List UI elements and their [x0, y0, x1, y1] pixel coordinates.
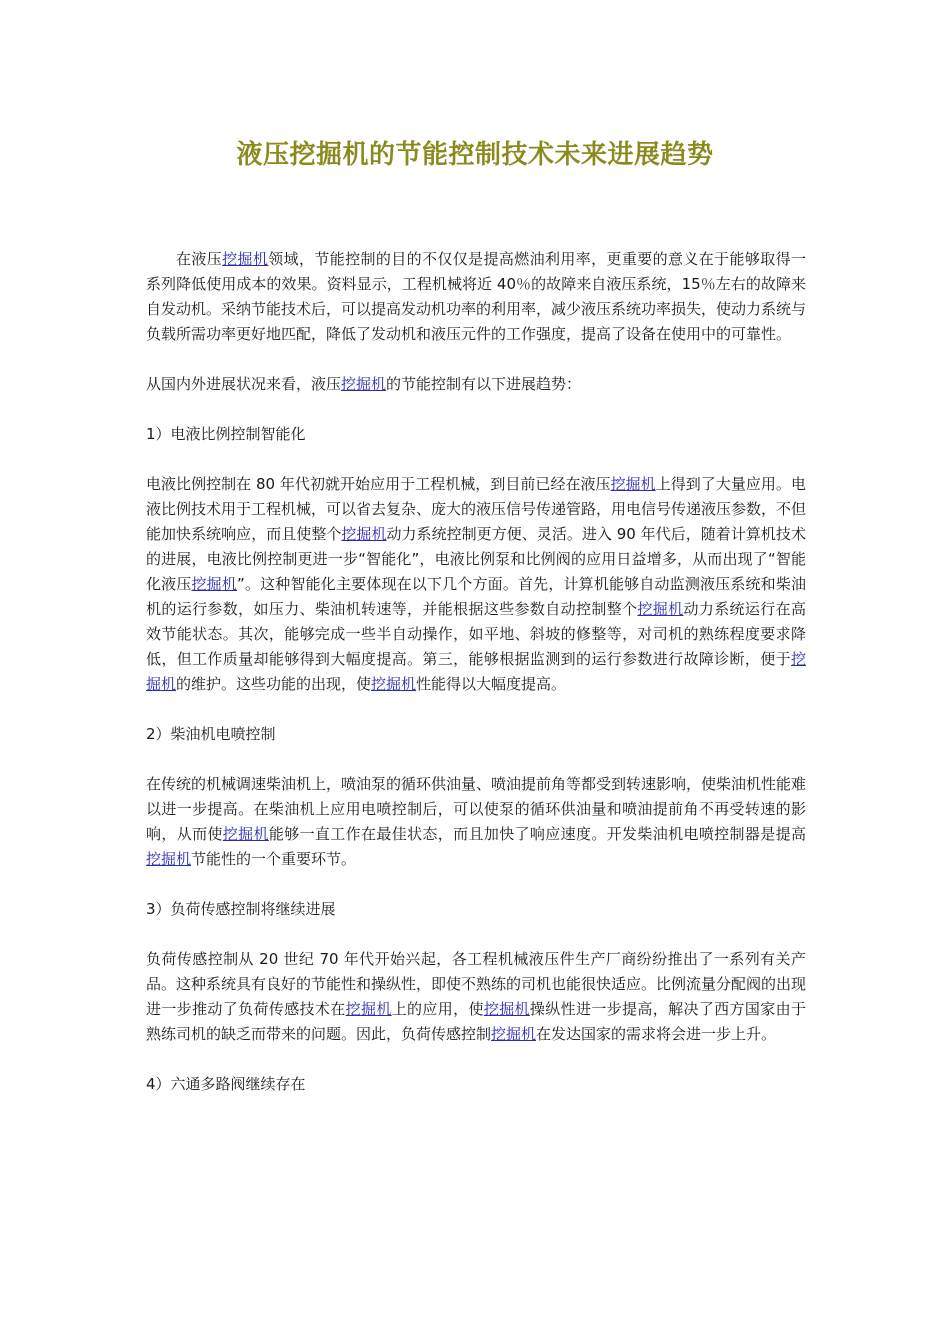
- body-paragraph: [146, 947, 806, 1047]
- text-segment: ”。这种智能化主要体现在以下几个方面。首先，计算机能够自动监测液压系统和柴油机的运行参数，如压力、柴油机转速等，并能根据这些参数自动控制整个: [146, 575, 806, 618]
- text-segment: 的维护。这些功能的出现，使: [176, 675, 372, 693]
- text-segment: 3）负荷传感控制将继续进展: [146, 900, 336, 918]
- keyword-link-excavator[interactable]: 挖掘机: [371, 675, 417, 693]
- text-segment: 在液压: [176, 250, 223, 268]
- keyword-link-excavator[interactable]: 挖掘机: [637, 600, 684, 618]
- body-paragraph: [146, 772, 806, 872]
- section-heading: [146, 897, 806, 922]
- text-segment: 1）电液比例控制智能化: [146, 425, 306, 443]
- text-segment: 从国内外进展状况来看，液压: [146, 375, 342, 393]
- text-segment: 节能性的一个重要环节。: [191, 850, 357, 868]
- keyword-link-excavator[interactable]: 挖掘机: [222, 825, 269, 843]
- text-segment: 4）六通多路阀继续存在: [146, 1075, 306, 1093]
- text-segment: 上的应用，使: [391, 1000, 484, 1018]
- body-paragraph: [146, 472, 806, 697]
- text-segment: 动力系统运行在高效节能状态。其次，能够完成一些半自动操作，如平地、斜坡的修整等，对司机的熟练程度要求降低，但工作质量却能够得到大幅度提高。第三，能够根据监测到的运行参数进行故障诊断，便于: [146, 600, 806, 668]
- section-heading: [146, 1072, 806, 1097]
- keyword-link-excavator[interactable]: 挖掘机: [345, 1000, 392, 1018]
- text-segment: 性能得以大幅度提高。: [416, 675, 567, 693]
- keyword-link-excavator[interactable]: 挖掘机: [341, 525, 387, 543]
- keyword-link-excavator[interactable]: 挖掘机: [146, 650, 806, 693]
- body-paragraph: [146, 372, 806, 397]
- text-segment: 上得到了大量应用。电液比例技术用于工程机械，可以省去复杂、庞大的液压信号传递管路，用电信号传递液压参数，不但能加快系统响应，而且使整个: [146, 475, 807, 543]
- page-title: 液压挖掘机的节能控制技术未来进展趋势: [236, 140, 714, 170]
- text-segment: 电液比例控制在 80 年代初就开始应用于工程机械，到目前已经在液压: [146, 475, 611, 493]
- keyword-link-excavator[interactable]: 挖掘机: [483, 1000, 530, 1018]
- text-segment: 动力系统控制更方便、灵活。进入 90 年代后，随着计算机技术的进展，电液比例控制更进一步“智能化”，电液比例泵和比例阀的应用日益增多，从而出现了“智能化液压: [146, 525, 806, 593]
- document-body: [146, 247, 806, 1122]
- keyword-link-excavator[interactable]: 挖掘机: [222, 250, 269, 268]
- text-segment: 能够一直工作在最佳状态，而且加快了响应速度。开发柴油机电喷控制器是提高: [268, 825, 806, 843]
- text-segment: 在发达国家的需求将会进一步上升。: [536, 1025, 777, 1043]
- text-segment: 2）柴油机电喷控制: [146, 725, 276, 743]
- keyword-link-excavator[interactable]: 挖掘机: [146, 850, 192, 868]
- keyword-link-excavator[interactable]: 挖掘机: [191, 575, 238, 593]
- keyword-link-excavator[interactable]: 挖掘机: [491, 1025, 537, 1043]
- text-segment: 负荷传感控制从 20 世纪 70 年代开始兴起，各工程机械液压件生产厂商纷纷推出了一系列有关产品。这种系统具有良好的节能性和操纵性，即使不熟练的司机也能很快适应。比例流量分配阀的出现进一步推动了负荷传感技术在: [146, 950, 807, 1018]
- text-segment: 的节能控制有以下进展趋势：: [386, 375, 582, 393]
- text-segment: 领域，节能控制的目的不仅仅是提高燃油利用率，更重要的意义在于能够取得一系列降低使用成本的效果。资料显示，工程机械将近 40％的故障来自液压系统，15％左右的故障来自发动机。采纳节能技术后，可以提高发动机功率的利用率，减少液压系统功率损失，使动力系统与负载所需功率更好地匹配，降低了发动机和液压元件的工作强度，提高了设备在使用中的可靠性。: [146, 250, 807, 343]
- section-heading: [146, 722, 806, 747]
- keyword-link-excavator[interactable]: 挖掘机: [610, 475, 656, 493]
- body-paragraph: [146, 247, 806, 347]
- section-heading: [146, 422, 806, 447]
- keyword-link-excavator[interactable]: 挖掘机: [341, 375, 387, 393]
- text-segment: 在传统的机械调速柴油机上，喷油泵的循环供油量、喷油提前角等都受到转速影响，使柴油机性能难以进一步提高。在柴油机上应用电喷控制后，可以使泵的循环供油量和喷油提前角不再受转速的影响，从而使: [146, 775, 807, 843]
- text-segment: 操纵性进一步提高，解决了西方国家由于熟练司机的缺乏而带来的问题。因此，负荷传感控制: [146, 1000, 806, 1043]
